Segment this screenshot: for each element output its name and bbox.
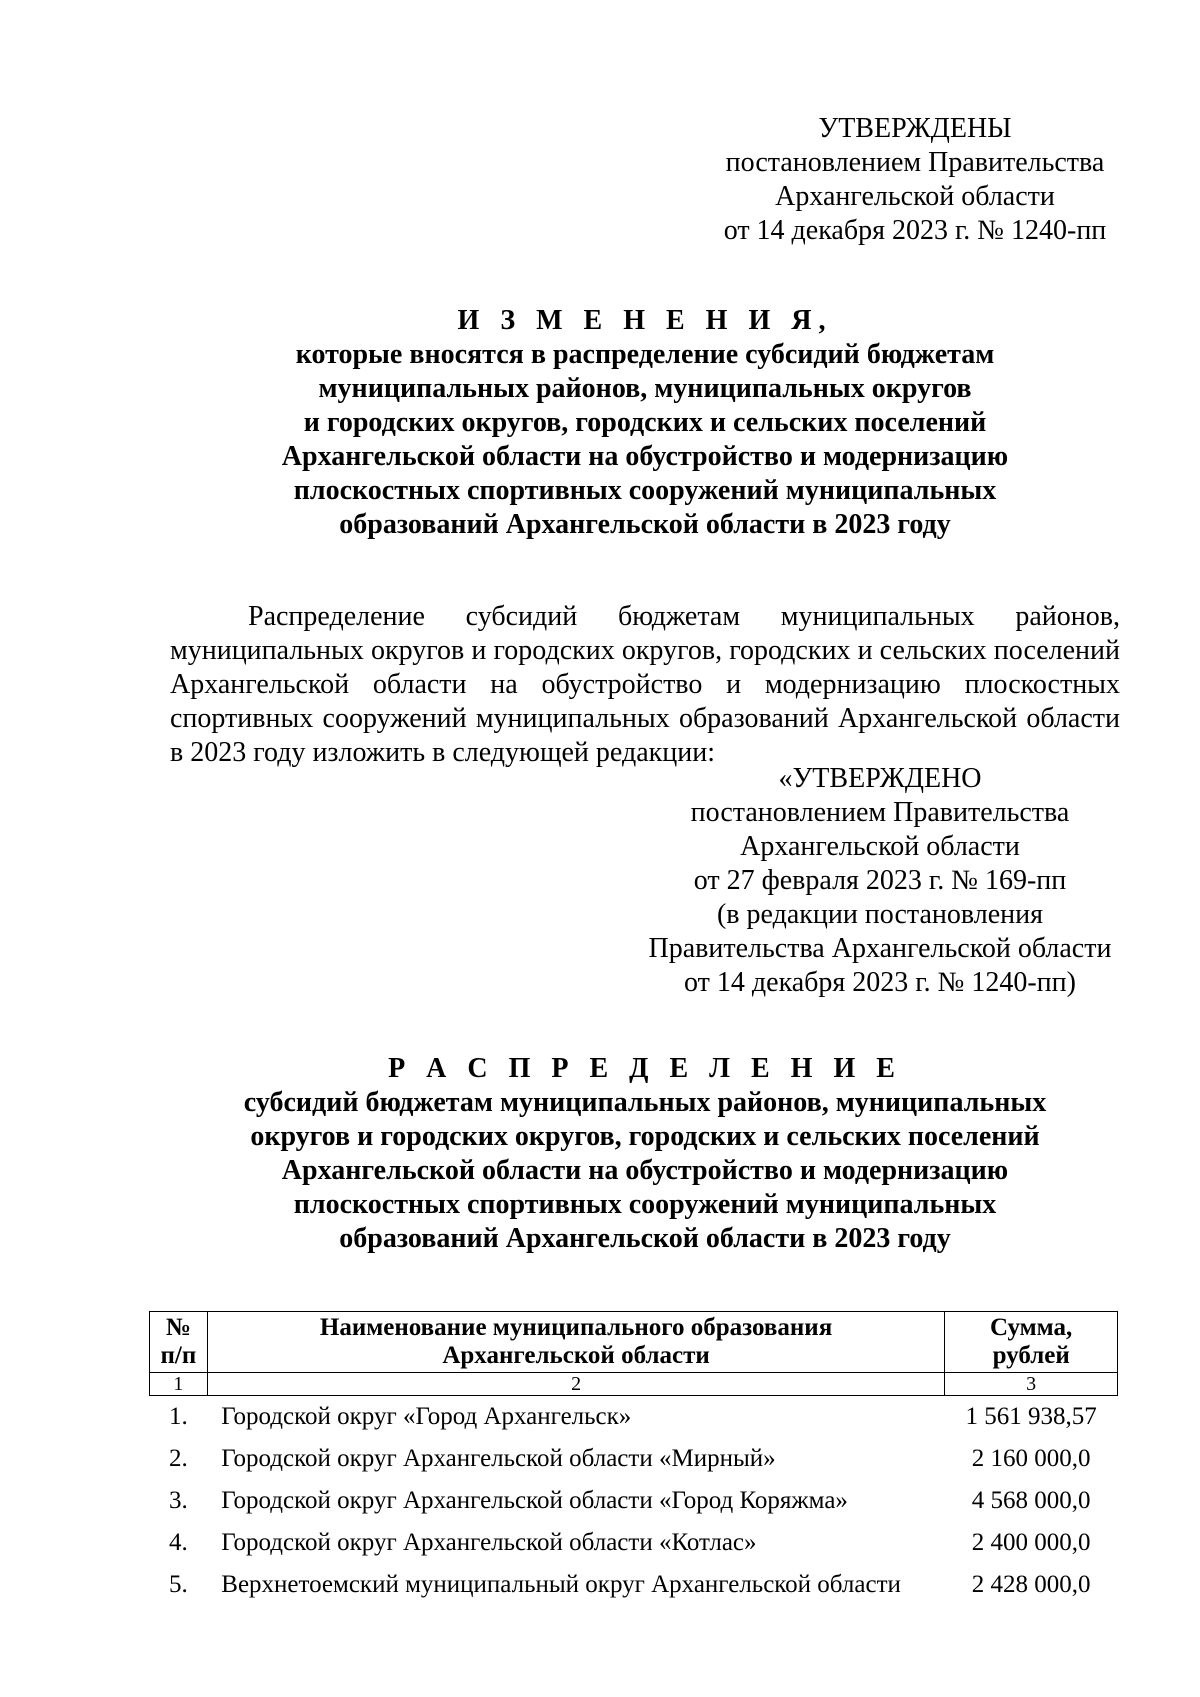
header-sum — [945, 1312, 1118, 1373]
quoted-approval-line: Правительства Архангельской области — [648, 933, 1112, 964]
approval-line: Архангельской области — [775, 181, 1055, 212]
header-sum-line2: рублей — [992, 1342, 1070, 1369]
header-name — [207, 1312, 945, 1373]
column-number-row — [150, 1373, 1118, 1396]
approval-stamp — [700, 112, 1130, 248]
header-name-line2: Архангельской области — [442, 1342, 710, 1369]
header-number-line2: п/п — [160, 1342, 197, 1369]
changes-heading-line: которые вносятся в распределение субсидий бюджетам — [295, 339, 995, 370]
table-row — [150, 1480, 1118, 1522]
changes-heading-line: и городских округов, городских и сельских поселений — [303, 407, 987, 438]
quoted-approval-line: (в редакции постановления — [716, 899, 1044, 930]
quoted-approval-title: «УТВЕРЖДЕНО — [778, 763, 982, 794]
column-number: 2 — [207, 1373, 945, 1396]
row-name: Городской округ Архангельской области «Город Коряжма» — [221, 1487, 848, 1514]
approval-title: УТВЕРЖДЕНЫ — [818, 113, 1012, 144]
row-amount: 1 561 938,57 — [965, 1403, 1097, 1430]
table-row — [150, 1438, 1118, 1480]
quoted-approval-stamp — [640, 762, 1120, 1000]
row-name: Городской округ «Город Архангельск» — [221, 1403, 632, 1430]
body-paragraph — [170, 600, 1120, 770]
column-number: 1 — [150, 1373, 208, 1396]
header-number — [150, 1312, 208, 1373]
table-row — [150, 1564, 1118, 1606]
header-name-line1: Наименование муниципального образования — [319, 1314, 833, 1341]
row-amount: 2 428 000,0 — [971, 1571, 1091, 1598]
quoted-approval-line: от 14 декабря 2023 г. № 1240-пп) — [684, 967, 1076, 998]
quoted-approval-line: постановлением Правительства — [690, 797, 1070, 828]
changes-heading — [170, 304, 1120, 542]
table-header-row — [150, 1312, 1118, 1373]
body-text: Распределение субсидий бюджетам муниципальных районов, муниципальных округов и городских округов, городских и сельских поселений Архангельской области на обустройство и модернизацию плоскостных спортивных сооружений муниципальных образований Архангельской области в 2023 году изложить в следующей редакции: — [170, 601, 1120, 768]
distribution-heading-line: плоскостных спортивных сооружений муниципальных — [293, 1189, 997, 1220]
distribution-heading-line: субсидий бюджетам муниципальных районов, муниципальных — [243, 1087, 1047, 1118]
distribution-heading-line: образований Архангельской области в 2023 году — [339, 1223, 951, 1254]
quoted-approval-line: от 27 февраля 2023 г. № 169-пп — [693, 865, 1067, 896]
row-index: 1. — [169, 1403, 188, 1430]
changes-title: И З М Е Н Е Н И Я, — [457, 305, 833, 336]
row-name: Городской округ Архангельской области «Мирный» — [221, 1445, 776, 1472]
row-index: 5. — [169, 1571, 188, 1598]
row-index: 4. — [169, 1529, 188, 1556]
row-amount: 4 568 000,0 — [971, 1487, 1091, 1514]
row-name: Городской округ Архангельской области «Котлас» — [221, 1529, 757, 1556]
changes-heading-line: муниципальных районов, муниципальных округов — [318, 373, 972, 404]
row-index: 3. — [169, 1487, 188, 1514]
row-amount: 2 160 000,0 — [971, 1445, 1091, 1472]
changes-heading-line: образований Архангельской области в 2023 году — [339, 509, 951, 540]
distribution-heading-line: Архангельской области на обустройство и модернизацию — [281, 1155, 1009, 1186]
distribution-title: Р А С П Р Е Д Е Л Е Н И Е — [388, 1053, 902, 1084]
table-row — [150, 1522, 1118, 1564]
table-row — [150, 1396, 1118, 1439]
header-sum-line1: Сумма, — [990, 1314, 1073, 1341]
distribution-heading-line: округов и городских округов, городских и сельских поселений — [250, 1121, 1040, 1152]
row-index: 2. — [169, 1445, 188, 1472]
distribution-heading — [170, 1052, 1120, 1256]
changes-heading-line: плоскостных спортивных сооружений муниципальных — [293, 475, 997, 506]
header-number-line1: № — [165, 1314, 191, 1341]
approval-line: от 14 декабря 2023 г. № 1240-пп — [723, 215, 1107, 246]
distribution-table — [149, 1311, 1118, 1606]
column-number: 3 — [945, 1373, 1118, 1396]
approval-line: постановлением Правительства — [725, 147, 1105, 178]
changes-heading-line: Архангельской области на обустройство и модернизацию — [281, 441, 1009, 472]
row-name: Верхнетоемский муниципальный округ Архангельской области — [221, 1571, 901, 1598]
quoted-approval-line: Архангельской области — [740, 831, 1020, 862]
row-amount: 2 400 000,0 — [971, 1529, 1091, 1556]
